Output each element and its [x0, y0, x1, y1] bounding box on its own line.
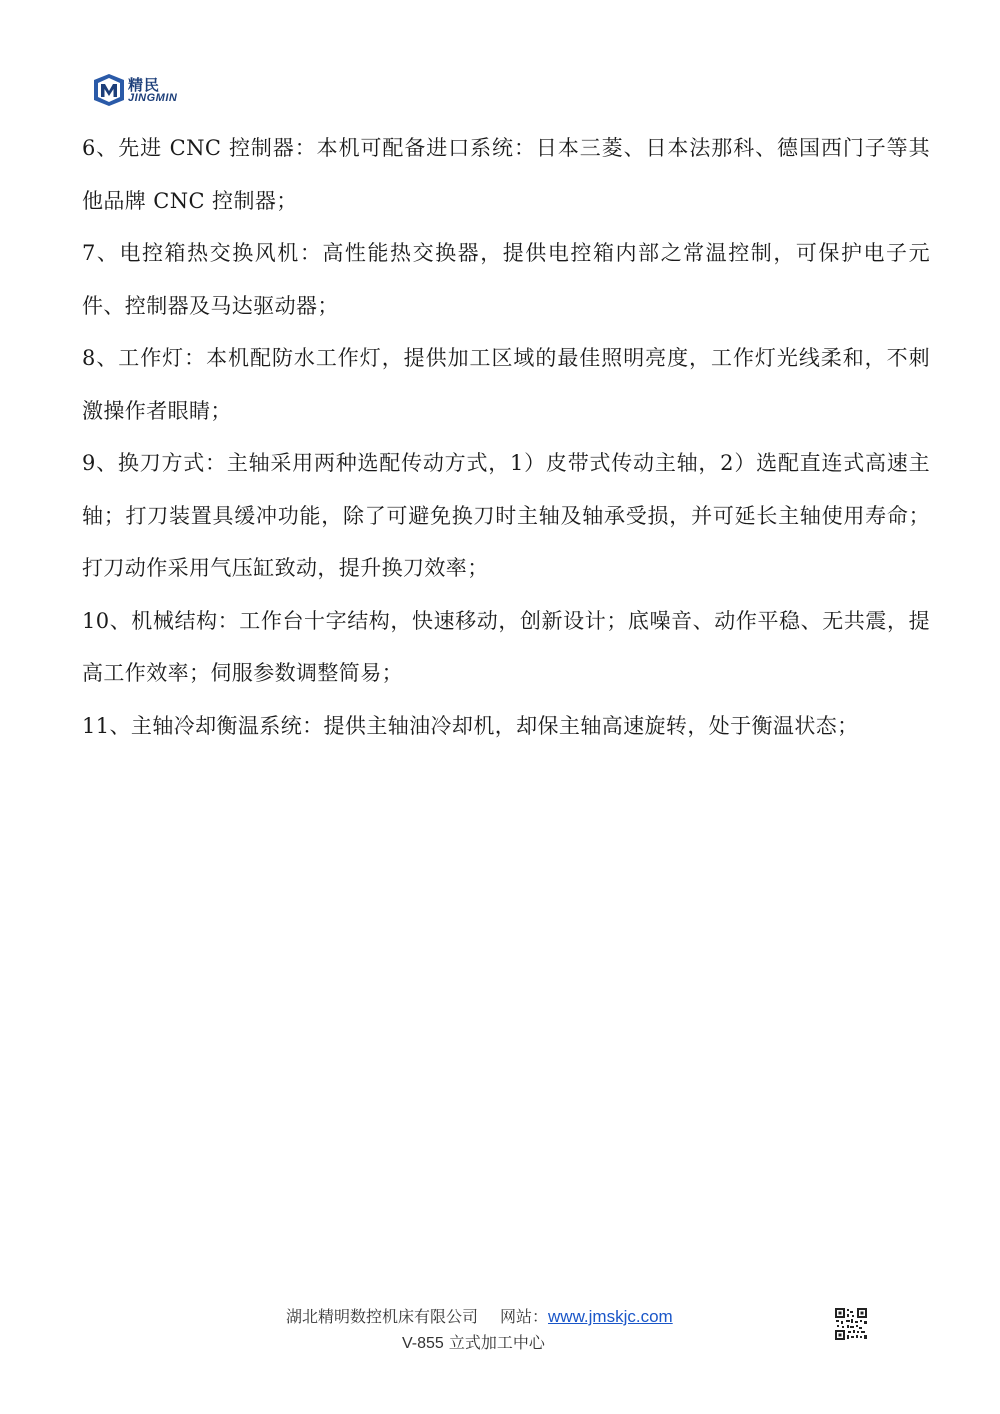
- footer-model-number: V-855: [402, 1335, 444, 1352]
- jingmin-logo-icon: [92, 74, 126, 106]
- qr-code-icon: [834, 1307, 868, 1341]
- paragraph-item-6: 6、先进 CNC 控制器：本机可配备进口系统：日本三菱、日本法那科、德国西门子等其他品牌 CNC 控制器；: [82, 136, 930, 213]
- footer-website-link[interactable]: www.jmskjc.com: [548, 1307, 673, 1326]
- paragraph-item-7: 7、电控箱热交换风机：高性能热交换器，提供电控箱内部之常温控制，可保护电子元件、控制器及马达驱动器；: [82, 241, 930, 318]
- footer-website-label: 网站：: [500, 1307, 549, 1326]
- footer-company-line: [286, 1304, 673, 1327]
- footer-company-name: 湖北精明数控机床有限公司: [286, 1307, 479, 1326]
- logo-text-en: JINGMIN: [128, 92, 178, 104]
- logo-text-cn: 精民: [128, 76, 161, 94]
- document-body: [82, 122, 930, 752]
- paragraph-item-8: 8、工作灯：本机配防水工作灯，提供加工区域的最佳照明亮度，工作灯光线柔和，不刺激操作者眼睛；: [82, 346, 930, 423]
- footer-model-description: 立式加工中心: [448, 1333, 545, 1352]
- paragraph-item-11: 11、主轴冷却衡温系统：提供主轴油冷却机，却保主轴高速旋转，处于衡温状态；: [82, 713, 859, 738]
- footer-model-line: [402, 1330, 545, 1353]
- paragraph-item-10: 10、机械结构：工作台十字结构，快速移动，创新设计；底噪音、动作平稳、无共震，提高工作效率；伺服参数调整简易；: [82, 608, 930, 685]
- paragraph-item-9: 9、换刀方式：主轴采用两种选配传动方式，1）皮带式传动主轴，2）选配直连式高速主轴；打刀装置具缓冲功能，除了可避免换刀时主轴及轴承受损，并可延长主轴使用寿命；打刀动作采用气压缸致动，提升换刀效率；: [82, 451, 930, 580]
- company-logo: [92, 70, 202, 110]
